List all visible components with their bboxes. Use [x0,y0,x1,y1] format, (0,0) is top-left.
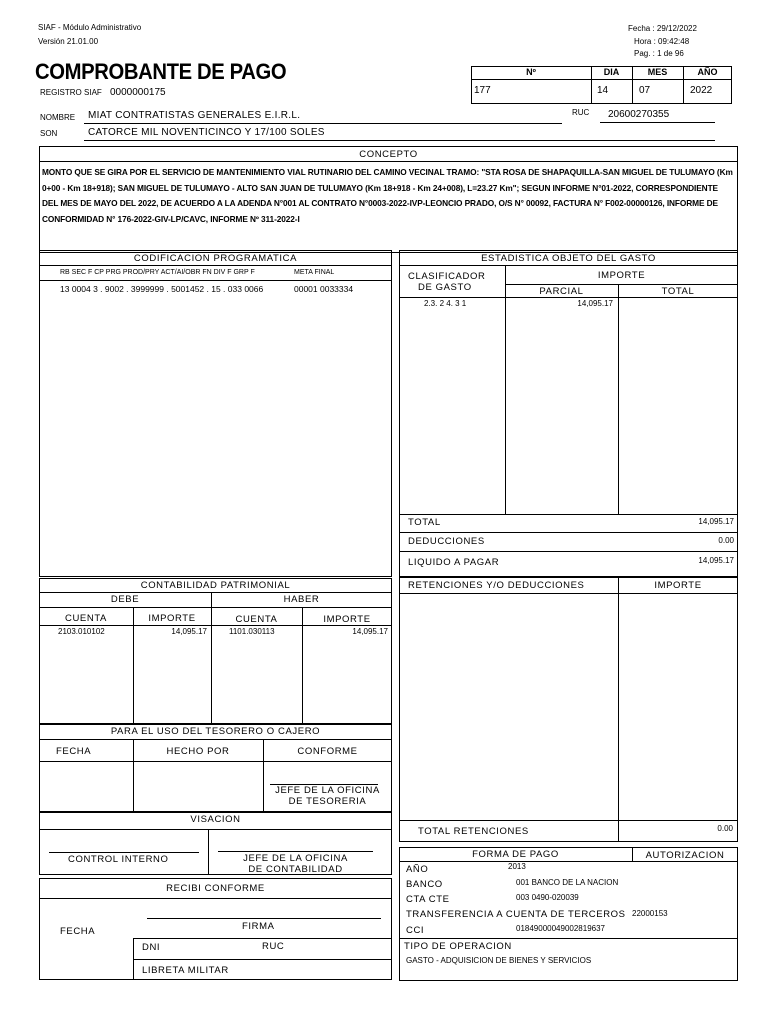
haber-header: HABER [283,594,320,605]
voucher-number-header: Nº [526,67,536,77]
total-header: TOTAL [661,286,695,297]
ruc-value: 20600270355 [608,109,670,120]
debe-cuenta-header: CUENTA [65,613,107,624]
liquido-value: 14,095.17 [698,556,734,565]
cta-cte-value: 003 0490-020039 [516,893,579,902]
meta-final-header: META FINAL [294,269,335,276]
day-header: DIA [603,67,620,77]
total-value: 14,095.17 [698,517,734,526]
debe-cuenta-value: 2103.010102 [58,627,105,636]
control-interno-label: CONTROL INTERNO [68,854,169,865]
debe-importe-header: IMPORTE [148,613,196,624]
recibi-title: RECIBI CONFORME [166,883,265,894]
banco-label: BANCO [406,879,443,890]
haber-cuenta-value: 1101.030113 [229,627,275,636]
system-name: SIAF - Módulo Administrativo [38,23,142,32]
debe-importe-value: 14,095.17 [171,627,207,636]
son-value: CATORCE MIL NOVENTICINCO Y 17/100 SOLES [88,127,325,138]
retenciones-importe-header: IMPORTE [654,580,702,591]
parcial-header: PARCIAL [539,286,584,297]
total-label: TOTAL [408,517,441,528]
registro-label: REGISTRO SIAF [40,88,102,97]
nombre-label: NOMBRE [40,113,76,122]
print-date: Fecha : 29/12/2022 [628,24,697,33]
nombre-value: MIAT CONTRATISTAS GENERALES E.I.R.L. [88,110,301,121]
month-value: 07 [639,85,651,96]
codificacion-box [39,250,392,577]
total-retenciones-label: TOTAL RETENCIONES [418,826,529,837]
visacion-title: VISACION [190,814,241,825]
tesorero-title: PARA EL USO DEL TESORERO O CAJERO [110,726,321,737]
importe-header: IMPORTE [597,270,646,281]
parcial-value: 14,095.17 [577,299,613,308]
son-label: SON [40,129,58,138]
codificacion-title: CODIFICACION PROGRAMATICA [133,253,298,264]
jefe-contabilidad-label-2: DE CONTABILIDAD [248,864,343,875]
concepto-title: CONCEPTO [359,149,418,160]
anio-label: AÑO [406,864,429,875]
contabilidad-title: CONTABILIDAD PATRIMONIAL [140,580,291,591]
year-value: 2022 [690,85,713,96]
dni-label: DNI [142,942,161,953]
system-version: Versión 21.01.00 [38,37,99,46]
clasificador-header-2: DE GASTO [418,282,472,293]
codificacion-row: 13 0004 3 . 9002 . 3999999 . 5001452 . 15 . 033 0066 [60,284,264,294]
page-title: COMPROBANTE DE PAGO [35,59,287,84]
recibi-fecha-label: FECHA [60,926,96,937]
autorizacion-header: AUTORIZACION [645,850,725,861]
haber-cuenta-header: CUENTA [235,614,278,625]
transferencia-label: TRANSFERENCIA A CUENTA DE TERCEROS [406,909,626,920]
codificacion-headers: RB SEC F CP PRG PROD/PRY ACT/AI/OBR FN DIV F GRP F [60,269,255,276]
forma-pago-title: FORMA DE PAGO [472,849,559,860]
total-retenciones-value: 0.00 [717,824,733,833]
tesorero-fecha-header: FECHA [56,746,92,757]
hecho-por-header: HECHO POR [166,746,230,757]
jefe-tesoreria-label-2: DE TESORERIA [288,796,367,807]
liquido-label: LIQUIDO A PAGAR [408,557,500,568]
haber-importe-header: IMPORTE [323,614,371,625]
jefe-contabilidad-label: JEFE DE LA OFICINA [243,853,348,864]
page-number: Pag. : 1 de 96 [634,49,684,58]
registro-value: 0000000175 [110,87,166,98]
banco-value: 001 BANCO DE LA NACION [516,878,619,887]
concepto-text: MONTO QUE SE GIRA POR EL SERVICIO DE MANTENIMIENTO VIAL RUTINARIO DEL CAMINO VECINAL TRAMO: "STA ROSA DE SHAPAQUILLA-SAN MIGUEL DE TULUMAYO (Km 0+00 - Km 18+918); SAN MIGUEL DE TULUMAYO - ALTO SAN JUAN DE TULUMAYO (Km 18+918 - Km 24+008), L=23.27 Km"; SEGUN INFORME N°01-2022, CORRESPONDIENTE DEL MES DE MAYO DEL 2022, DE ACUERDO A LA ADENDA N°001 AL CONTRATO N°0003-2022-IVP-LEONCIO PRADO, O/S N° 00092, FACTURA N° F002-00000126, INFORME DE CONFORMIDAD N° 176-2022-GIV-LP/CAVC, INFORME Nº 311-2022-I [42,167,733,224]
jefe-tesoreria-label: JEFE DE LA OFICINA [275,785,380,796]
deducciones-value: 0.00 [718,536,734,545]
haber-importe-value: 14,095.17 [352,627,388,636]
conforme-header: CONFORME [297,746,358,757]
retenciones-title: RETENCIONES Y/O DEDUCCIONES [408,580,585,591]
cci-value: 01849000049002819637 [516,924,605,933]
debe-header: DEBE [110,594,140,605]
clasificador-header: CLASIFICADOR [408,271,486,282]
retenciones-box [399,577,738,842]
estadistica-title: ESTADISTICA OBJETO DEL GASTO [481,253,656,264]
transferencia-value: 22000153 [632,909,668,918]
year-header: AÑO [697,67,718,77]
ruc-label: RUC [572,108,590,117]
anio-value: 2013 [508,862,526,871]
month-header: MES [647,67,668,77]
meta-final-value: 00001 0033334 [294,284,354,294]
firma-label: FIRMA [242,921,275,932]
deducciones-label: DEDUCCIONES [408,536,485,547]
libreta-militar-label: LIBRETA MILITAR [142,965,229,976]
print-time: Hora : 09:42:48 [634,37,690,46]
clasificador-code: 2.3. 2 4. 3 1 [424,299,467,308]
voucher-number-value: 177 [474,85,491,96]
day-value: 14 [597,85,609,96]
cci-label: CCI [406,925,425,936]
recibi-ruc-label: RUC [262,941,285,952]
tipo-operacion-value: GASTO - ADQUISICION DE BIENES Y SERVICIOS [406,956,592,965]
cta-cte-label: CTA CTE [406,894,450,905]
tipo-operacion-label: TIPO DE OPERACION [404,941,512,952]
